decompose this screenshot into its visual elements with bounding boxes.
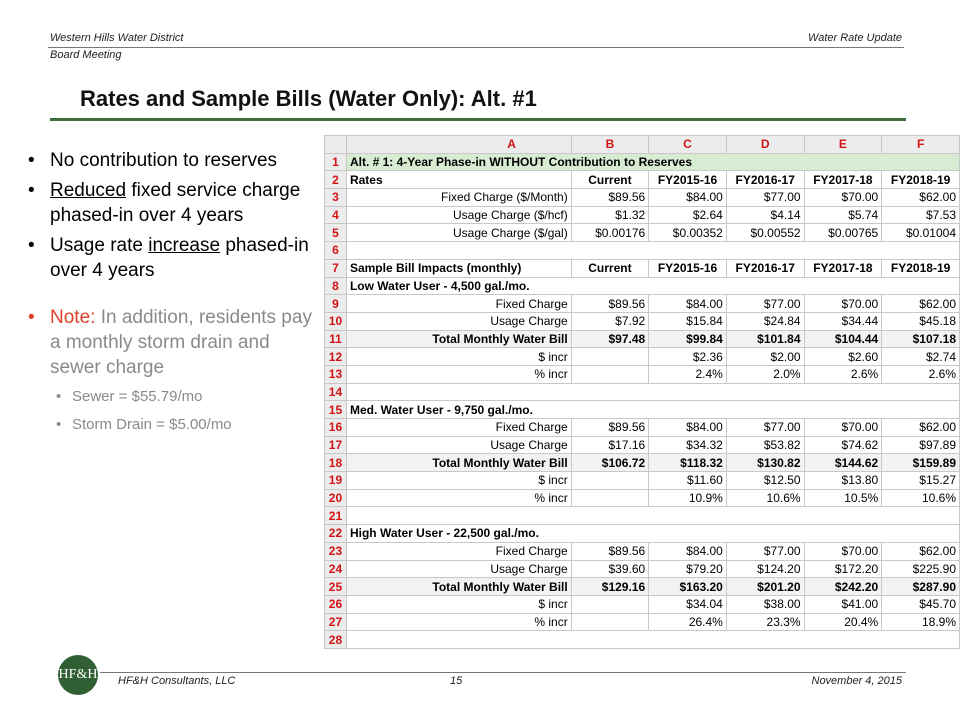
group-title-row [325,277,960,295]
row-number: 25 [325,578,347,596]
pct-value: 18.9% [882,613,960,631]
row-number: 11 [325,330,347,348]
bullet-3-underlined: increase [148,235,221,256]
total-value: $118.32 [649,454,727,472]
group-title-row [325,401,960,419]
bullet-2-text: fixed service charge phased-in over 4 years [50,180,301,226]
group-usage-row [325,560,960,578]
fixed-value: $62.00 [882,419,960,437]
rate-value: $0.00552 [726,224,804,242]
rate-value: $0.00765 [804,224,882,242]
row-number: 28 [325,631,347,649]
rates-label: Rates [346,171,571,189]
header-divider [48,47,904,48]
year-header: FY2018-19 [882,259,960,277]
pct-label: % incr [346,489,571,507]
incr-value: $15.27 [882,472,960,490]
group-total-row [325,578,960,596]
incr-value: $2.36 [649,348,727,366]
row-number: 15 [325,401,347,419]
row-number: 4 [325,206,347,224]
fixed-value: $77.00 [726,419,804,437]
row-number: 17 [325,436,347,454]
rate-value: $0.00176 [571,224,648,242]
column-header: E [804,136,882,154]
pct-value: 10.5% [804,489,882,507]
year-header: Current [571,171,648,189]
pct-value: 10.6% [726,489,804,507]
usage-value: $34.44 [804,312,882,330]
incr-value: $45.70 [882,595,960,613]
rate-row [325,189,960,207]
year-header: FY2018-19 [882,171,960,189]
year-header: FY2015-16 [649,259,727,277]
group-total-row [325,454,960,472]
pct-value: 2.6% [804,365,882,383]
total-value: $130.82 [726,454,804,472]
bullet-list [28,148,318,436]
note-label: Note: [50,307,96,328]
pct-value [571,365,648,383]
row-number: 13 [325,365,347,383]
group-pct-row [325,489,960,507]
row-number: 5 [325,224,347,242]
row-number: 1 [325,153,347,171]
total-value: $129.16 [571,578,648,596]
row-number: 22 [325,525,347,543]
column-header: D [726,136,804,154]
blank-cell [346,631,959,649]
blank-row [325,507,960,525]
column-header-row [325,136,960,154]
usage-value: $97.89 [882,436,960,454]
total-label: Total Monthly Water Bill [346,330,571,348]
corner-cell [325,136,347,154]
bullet-note [28,305,318,380]
rate-value: $89.56 [571,189,648,207]
total-value: $144.62 [804,454,882,472]
pct-value: 26.4% [649,613,727,631]
blank-cell [346,242,959,260]
rate-value: $84.00 [649,189,727,207]
incr-value: $41.00 [804,595,882,613]
bullet-2 [28,178,318,228]
total-value: $97.48 [571,330,648,348]
row-number: 3 [325,189,347,207]
slide-title: Rates and Sample Bills (Water Only): Alt. #1 [80,86,537,111]
incr-value [571,348,648,366]
group-fixed-row [325,295,960,313]
footer-divider [100,672,906,673]
pct-value: 10.9% [649,489,727,507]
usage-value: $53.82 [726,436,804,454]
column-header: A [452,136,571,154]
total-value: $242.20 [804,578,882,596]
pct-label: % incr [346,613,571,631]
rate-label: Usage Charge ($/hcf) [346,206,571,224]
title-underline [50,118,906,121]
usage-value: $34.32 [649,436,727,454]
group-usage-row [325,312,960,330]
row-number: 14 [325,383,347,401]
group-pct-row [325,365,960,383]
column-header: F [882,136,960,154]
group-fixed-row [325,542,960,560]
usage-value: $79.20 [649,560,727,578]
fixed-value: $77.00 [726,295,804,313]
total-value: $163.20 [649,578,727,596]
rate-row [325,206,960,224]
header-right: Water Rate Update [808,32,902,44]
total-value: $287.90 [882,578,960,596]
column-header: B [571,136,648,154]
usage-label: Usage Charge [346,560,571,578]
incr-value: $38.00 [726,595,804,613]
bullet-1-text: No contribution to reserves [50,150,278,171]
rate-value: $1.32 [571,206,648,224]
pct-label: % incr [346,365,571,383]
row-number: 12 [325,348,347,366]
fixed-label: Fixed Charge [346,419,571,437]
total-value: $104.44 [804,330,882,348]
incr-value: $2.00 [726,348,804,366]
row-number: 8 [325,277,347,295]
group-title: High Water User - 22,500 gal./mo. [346,525,959,543]
row-number: 21 [325,507,347,525]
rate-value: $2.64 [649,206,727,224]
incr-label: $ incr [346,595,571,613]
total-value: $107.18 [882,330,960,348]
blank-row [325,631,960,649]
row-number: 7 [325,259,347,277]
blank-cell [346,507,959,525]
rate-value: $70.00 [804,189,882,207]
group-incr-row [325,472,960,490]
usage-value: $39.60 [571,560,648,578]
year-header: FY2016-17 [726,171,804,189]
usage-value: $7.92 [571,312,648,330]
year-header: Current [571,259,648,277]
year-header: FY2017-18 [804,171,882,189]
usage-value: $225.90 [882,560,960,578]
group-title: Low Water User - 4,500 gal./mo. [346,277,959,295]
fixed-value: $89.56 [571,295,648,313]
group-incr-row [325,595,960,613]
rate-value: $7.53 [882,206,960,224]
fixed-value: $84.00 [649,295,727,313]
fixed-value: $62.00 [882,542,960,560]
pct-value: 23.3% [726,613,804,631]
year-header: FY2017-18 [804,259,882,277]
usage-label: Usage Charge [346,312,571,330]
incr-value: $34.04 [649,595,727,613]
row-number: 9 [325,295,347,313]
usage-value: $17.16 [571,436,648,454]
header-meeting: Board Meeting [50,49,122,61]
pct-value: 2.0% [726,365,804,383]
usage-value: $124.20 [726,560,804,578]
rate-value: $5.74 [804,206,882,224]
incr-value [571,595,648,613]
impacts-header-row [325,259,960,277]
row-number: 19 [325,472,347,490]
year-header: FY2015-16 [649,171,727,189]
fixed-value: $84.00 [649,542,727,560]
note-text: In addition, residents pay a monthly storm drain and sewer charge [50,307,312,378]
year-header: FY2016-17 [726,259,804,277]
row-number: 20 [325,489,347,507]
hfh-logo [58,655,98,695]
fixed-value: $62.00 [882,295,960,313]
blank-row [325,242,960,260]
total-value: $99.84 [649,330,727,348]
row-number: 16 [325,419,347,437]
group-usage-row [325,436,960,454]
blank-cell [346,383,959,401]
incr-value: $2.74 [882,348,960,366]
row-number: 27 [325,613,347,631]
fixed-value: $70.00 [804,419,882,437]
column-header [346,136,452,154]
rate-value: $4.14 [726,206,804,224]
fixed-value: $89.56 [571,542,648,560]
pct-value [571,613,648,631]
fixed-value: $70.00 [804,542,882,560]
fixed-label: Fixed Charge [346,295,571,313]
row-number: 2 [325,171,347,189]
incr-label: $ incr [346,348,571,366]
impacts-label: Sample Bill Impacts (monthly) [346,259,571,277]
footer-company: HF&H Consultants, LLC [118,675,236,687]
total-value: $159.89 [882,454,960,472]
group-pct-row [325,613,960,631]
sub-bullet-sewer: • Sewer = $55.79/mo [28,386,318,408]
usage-label: Usage Charge [346,436,571,454]
group-total-row [325,330,960,348]
pct-value [571,489,648,507]
usage-value: $74.62 [804,436,882,454]
row-number: 23 [325,542,347,560]
incr-value: $2.60 [804,348,882,366]
pct-value: 2.4% [649,365,727,383]
fixed-label: Fixed Charge [346,542,571,560]
usage-value: $15.84 [649,312,727,330]
footer-date: November 4, 2015 [811,675,902,687]
rate-label: Fixed Charge ($/Month) [346,189,571,207]
blank-row [325,383,960,401]
incr-value: $11.60 [649,472,727,490]
pct-value: 2.6% [882,365,960,383]
group-incr-row [325,348,960,366]
incr-value: $12.50 [726,472,804,490]
rates-header-row [325,171,960,189]
bullet-3-text: phased-in over 4 years [50,235,309,281]
group-title-row [325,525,960,543]
fixed-value: $84.00 [649,419,727,437]
total-value: $201.20 [726,578,804,596]
logo-text: HF&H [58,667,98,682]
row-number: 6 [325,242,347,260]
fixed-value: $89.56 [571,419,648,437]
bullet-1 [28,148,318,173]
total-label: Total Monthly Water Bill [346,454,571,472]
incr-value [571,472,648,490]
rate-value: $0.00352 [649,224,727,242]
total-value: $106.72 [571,454,648,472]
usage-value: $45.18 [882,312,960,330]
usage-value: $24.84 [726,312,804,330]
row-number: 24 [325,560,347,578]
bullet-3-pre: Usage rate [50,235,149,256]
footer-page-number: 15 [450,675,463,687]
group-title: Med. Water User - 9,750 gal./mo. [346,401,959,419]
row-number: 10 [325,312,347,330]
bullet-3 [28,233,318,283]
incr-value: $13.80 [804,472,882,490]
rate-value: $62.00 [882,189,960,207]
row-number: 18 [325,454,347,472]
column-header: C [649,136,727,154]
rate-label: Usage Charge ($/gal) [346,224,571,242]
incr-label: $ incr [346,472,571,490]
title-row [325,153,960,171]
total-value: $101.84 [726,330,804,348]
rate-value: $0.01004 [882,224,960,242]
header-org: Western Hills Water District [50,32,184,44]
total-label: Total Monthly Water Bill [346,578,571,596]
rate-row [325,224,960,242]
fixed-value: $70.00 [804,295,882,313]
table-title: Alt. # 1: 4-Year Phase-in WITHOUT Contribution to Reserves [346,153,959,171]
pct-value: 20.4% [804,613,882,631]
group-fixed-row [325,419,960,437]
bullet-2-underlined: Reduced [50,180,127,201]
usage-value: $172.20 [804,560,882,578]
pct-value: 10.6% [882,489,960,507]
fixed-value: $77.00 [726,542,804,560]
sub-bullet-storm: • Storm Drain = $5.00/mo [28,414,318,436]
row-number: 26 [325,595,347,613]
rate-value: $77.00 [726,189,804,207]
rate-spreadsheet [324,135,960,649]
